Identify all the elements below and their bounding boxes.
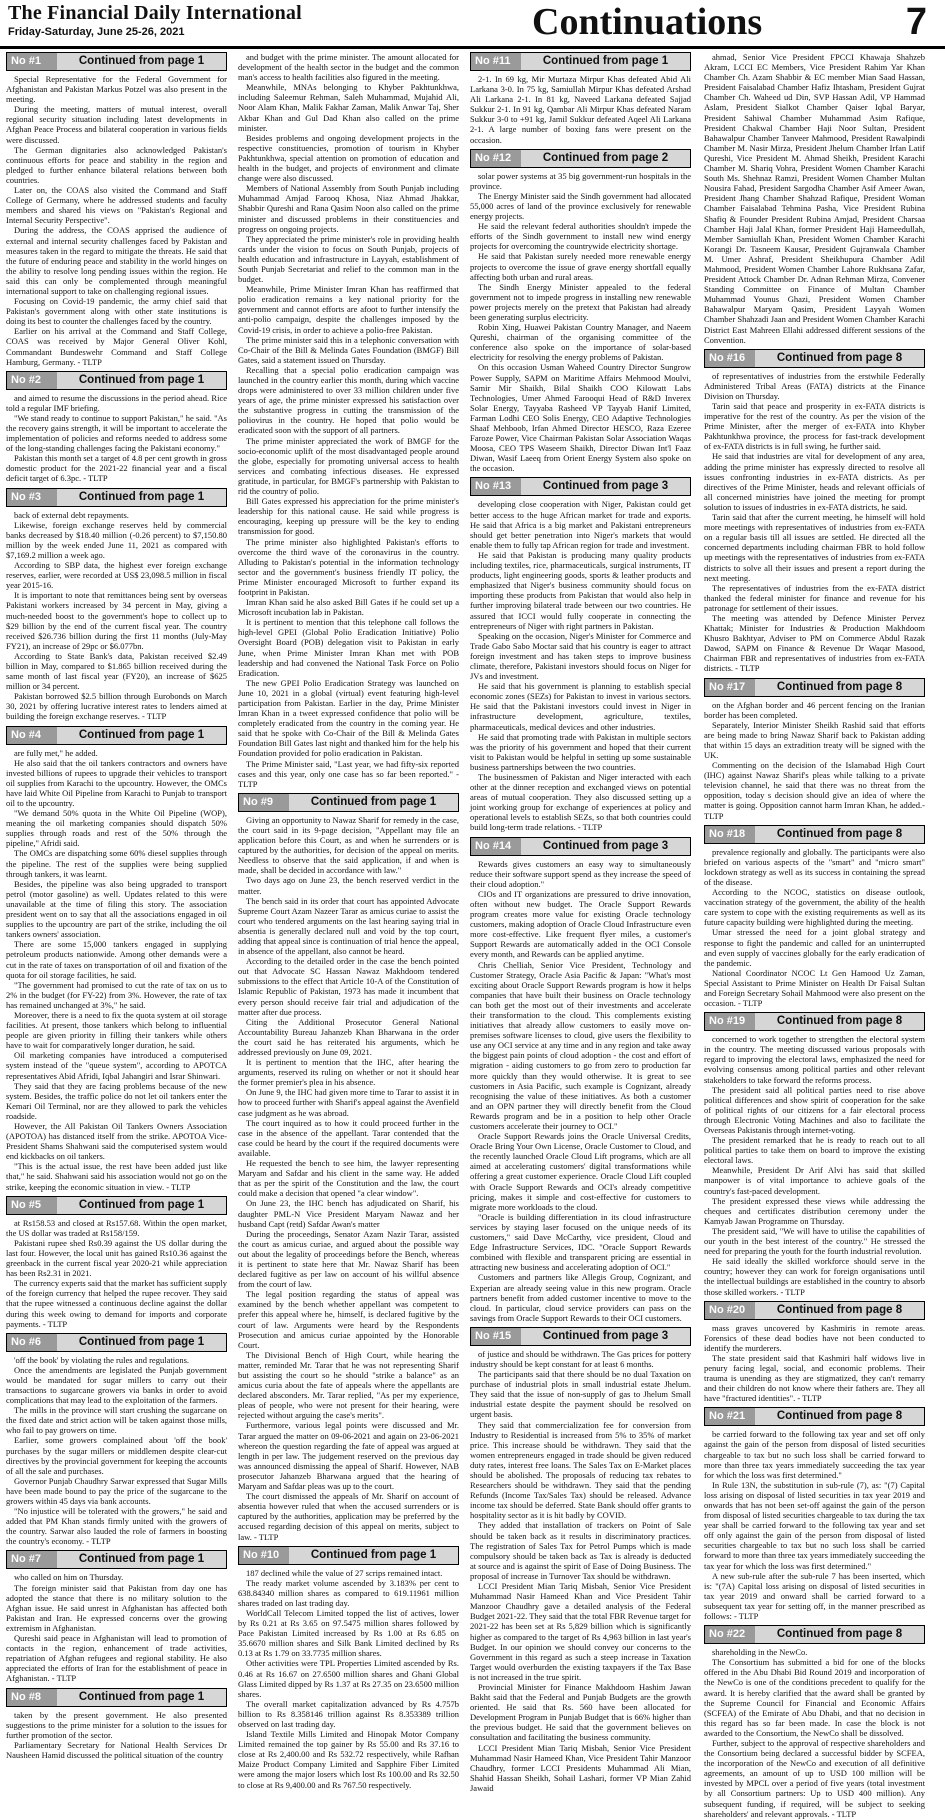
article-paragraph: The legal position regarding the status of appeal was examined by the bench whether appellant was competent to prefer this appeal where he, himself, is declared fugitive by the court of law. Arguments were heard by the Respondents Prosecution and amicus curiae appointed by the Honorable Court. — [238, 1289, 459, 1350]
article-paragraph: Umar stressed the need for a joint global strategy and response to fight the pandemic and called for an uninterrupted and even supply of vaccines globally for the early eradication of the pandemic. — [704, 927, 925, 968]
continued-from-label: Continued from page 1 — [78, 1690, 205, 1703]
article-paragraph: Meanwhile, MNAs belonging to Khyber Pakhtunkhwa, including Saleemur Rehman, Saleh Muhammad, Mujahid Ali, Noor Alam Khan, Malik Fakhar Zaman, Malik Anwar Taj, Sher Akbar Khan and Gul Dad Khan also called on the prime minister. — [238, 82, 459, 133]
continued-from-label: Continued from page 8 — [776, 1303, 903, 1316]
article-paragraph: "The government had promised to cut the rate of tax on us to 2% in the budget (for FY-22) from 3%. However, the rate of tax has remained unchanged at 3%," he said. — [6, 979, 227, 1010]
article-continuation — [6, 488, 227, 722]
article-paragraph: Furthermore, various legal points were discussed and Mr. Tarar argued the matter on 09-06-2021 and again on 23-06-2021 whereon the question regarding the fate of appeal was argued at length in per law. The judgement reserved on the previous day was announced dismissing the appeal of Sharif. However, NAB prosecutor Jahanzeb Bharwana argued that the hearing of Maryam and Safdar pleas was up to the court. — [238, 1420, 459, 1492]
article-paragraph: ahmad, Senior Vice President FPCCI Khawaja Shahzeb Akram, LCCI EC Members, Vice President Rahim Yar Khan Chamber Ch. Azam Shabbir & EC member Mian Saad Hassan, President Faisalabad Chamber Hafiz Ihtasham, President Gujrat Chamber Ch. Waheed ud Din, SVP Hassan Adil, VP Hammad Aslam, President Sialkot Chamber Qaiser Iqbal Baryar, President Sahiwal Chamber Muhammad Asim Rafique, President Chakwal Chamber Haji Noor Sultan, President Bahawalpur Chamber Tanveer Mahmood, President Rawalpindi Chamber M. Nasir Mirza, President Jhelum Chamber Irfan Latif Qureshi, Vice President M. Ahmad Sheikh, President Karachi Chamber M. Shariq Vohra, President Women Chamber Karachi South Ms. Shehnaz Ramzi, President Women Chamber Multan Nousira Fahad, President Sargodha Chamber Asif Ameer Awan, President Jhang Chamber Shahzad Rafique, President Woman Chamber Faisalabad Tehmina Pasha, Vice President Rubina Shafiq & Founder President Rubina Amjad, President Charsaa Chamber Haji Jalal Khan, former President Haji Hameedullah, Member Samiullah Khan, President Women Chamber Karachi Korangi Dr. Tasneem Kausar, President Gujranwala Chamber M. Umer Ashraf, President Sheikhupura Chamber Adil Mahmood, President Women Chamber Lahore Rukhsana Zafar, President Attock Chamber Dr. Adnan Rehman Mirza, Convener Standing Committee on Finance of Multan Chamber Muhammad Younus Ghazi, President Women Chamber Bahawalpur Maryam Qasim, President Layyah Women Chamber Shahzadi Jaan and President Women Chamber Karachi District East Mahreen Ellahi addressed different sessions of the Convention. — [704, 52, 925, 345]
continuation-number: No #3 — [7, 489, 57, 506]
article-paragraph: Pakistan borrowed $2.5 billion through Eurobonds on March 30, 2021 by offering lucrative interest rates to lenders aimed at building the foreign exchange reserves. - TLTP — [6, 691, 227, 722]
article-paragraph: They added that installation of trackers on Point of Sale should be taken back as it results in discriminatory practices. The registration of Sales Tax for Petrol Pumps which is made compulsory should be taken back as Tax is already is deducted at source and is against the spirit of Ease of Doing Business. The proposal of increase in Turnover Tax should be withdrawn. — [470, 1520, 691, 1581]
article-continuation — [704, 1625, 925, 1819]
continuation-number: No #9 — [239, 794, 289, 811]
article-paragraph: The new GPEI Polio Eradication Strategy was launched on June 10, 2021 in a global (virtual) event featuring high-level participation from Pakistan. Earlier in the day, Prime Minister Imran Khan in a tweet expressed confidence that polio will be completely eradicated from the country in the coming year. He said that he spoke with Co-Chair of the Bill & Melinda Gates Foundation Bill Gates last night and thanked him for the help his Foundation provided for polio eradication in Pakistan. — [238, 677, 459, 759]
article-paragraph: Besides problems and ongoing development projects in the respective constituencies, promotion of tourism in Khyber Pakhtunkhwa, special attention on promotion of education and health in the budget, and projects of environment and climate change were also discussed. — [238, 132, 459, 184]
article-continuation — [704, 825, 925, 1009]
article-paragraph: who called on him on Thursday. — [14, 1572, 124, 1583]
article-paragraph: During the address, the COAS apprised the audience of external and internal security challenges faced by Pakistan and measures taken in the regard to mitigate the threats. He said that the future of enduring peace and stability in the world hinges on the ability to resolve long pending issues within the region. He said this can only be complemented through meaningful international support to take on challenging regional issues. — [6, 225, 227, 296]
dateline: Friday-Saturday, June 25-26, 2021 — [8, 26, 185, 38]
article-paragraph: Focusing on Covid-19 pandemic, the army chief said that Pakistan's government along with other state institutions is doing its best to counter the challenges faced by the country. — [6, 296, 227, 327]
article-paragraph: He said that Pakistan surely needed more renewable energy projects to overcome the issue of grave energy shortfall equally affecting both urban and rural areas. — [470, 251, 691, 282]
article-paragraph: He said the relevant federal authorities shouldn't impede the efforts of the Sindh government to install new wind energy projects for overcoming the countrywide electricity shortage. — [470, 221, 691, 252]
continued-from-label: Continued from page 8 — [776, 1015, 903, 1028]
continuation-header — [704, 825, 925, 844]
continued-from-label: Continued from page 8 — [776, 827, 903, 840]
continued-from-label: Continued from page 3 — [542, 839, 669, 852]
article-paragraph: The German dignitaries also acknowledged Pakistan's continuous efforts for peace and stability in the region and pledged to further enhance bilateral relations between both countries. — [6, 144, 227, 185]
article-paragraph: of representatives of industries from the erstwhile Federally Administered Tribal Areas (FATA) districts at the Finance Division on Thursday. — [704, 370, 925, 401]
article-paragraph: be carried forward to the following tax year and set off only against the gain of the person from disposal of listed securities chargeable to tax but no such loss shall be carried forward to more than three tax years immediately succeeding the tax year for which the loss was first determined." — [704, 1429, 925, 1480]
article-paragraph: Commenting on the decision of the Islamabad High Court (IHC) against Nawaz Sharif's pleas while talking to a private television channel, he said that there was no threat from the opposition, today s decision should give an idea of where the matter is going. Opposition cannot harm Imran Khan, he added.- TLTP — [704, 760, 925, 821]
article-paragraph: Further, subject to the approval of respective shareholders and the Consortium being declared a successful bidder by SCFEA, the incorporation of the NewCo and execution of all definitive agreements, an amount of up to USD 100 million will be invested by MPCL over a period of five years (total investment by all Consortium partners: Up to USD 400 million). Any subsequent funding, if required, will be subject to seeking shareholders' and relevant approvals. - TLTP — [704, 1737, 925, 1819]
article-paragraph: Provincial Minister for Finance Makhdoom Hashim Jawan Bakht said that the Federal and Punjab Budgets are the growth oriented. He said that Rs. 560 have been allocated for Development Program in Punjab Budget that is 66% higher than the previous budget. He said that the government believes on consultation and facilitating the business community. — [470, 1681, 691, 1743]
continuation-header — [470, 1327, 691, 1346]
article-paragraph: He said that industries are vital for development of any area, adding the prime minister has expressly directed to resolve all issues confronting industries in ex-FATA districts. As per directives of the Prime Minister, heads and relevant officials of all concerned ministries have joined the meeting for prompt solution to issues of industries in ex-FATA districts, he said. — [704, 451, 925, 512]
article-paragraph: On this occasion Usman Waheed Country Director Sungrow Power Supply, SAPM on Maritime Affairs Mehmood Moulvi, Samir Mir Shaikh, Bilal Shaikh COO Kilowatt Labs Technologies, Umer Ahmed Farooqui Head of R&D Inverex Solar Energy, Tayyaba Rasheed VP Tayyab Hanif Limited, Farman Lodhi CEO Solis Energy, CEO Adaptive Technologies Shaaf Mehboob, Irfan Ahmed Director HESCO, Raza Ezeree Faroze Power, Vice Chairman Pakistan Solar Association Waqas Moosa, CEO TPS Waseem Shaikh, Director Diwan Int'l Faaz Diwan, Wasif Laeeq from Orient Energy System also spoke on the occasion. — [470, 362, 691, 474]
article-continuation — [470, 477, 691, 832]
article-continuation — [704, 678, 925, 821]
continuation-header — [6, 1550, 227, 1569]
article-paragraph: There are some 15,000 tankers engaged in supplying petroleum products nationwide. Among other demands were a cut in the rate of taxes on transportation of oil and fixation of the quota for oil storage facilities, he said. — [6, 939, 227, 980]
article-paragraph: are fully met," he added. — [14, 747, 98, 758]
continuation-header — [6, 1196, 227, 1215]
article-paragraph: The OMCs are dispatching some 60% diesel supplies through the pipeline. The rest of the supplies were being supplied through tankers, it was learnt. — [6, 848, 227, 879]
continued-from-label: Continued from page 1 — [78, 373, 205, 386]
article-paragraph: The president expressed these views while addressing the cheques and certificates distribution ceremony under the Kamyab Jawan Programme on Thursday. — [704, 1195, 925, 1226]
article-paragraph: It is pertinent to mention that the IHC, after hearing the arguments, reserved its ruling on whether or not it should hear the former premier's plea in his absence. — [238, 1057, 459, 1088]
article-continuation — [704, 1407, 925, 1621]
article-paragraph: Parliamentary Secretary for National Health Services Dr Nausheen Hamid discussed the political situation of the country — [6, 1739, 227, 1760]
article-paragraph: The participants said that there should be no dual Taxation on purchase of industrial plots in small industrial estate Jhelum. They said that the issue of non-supply of gas to Jhelum Small industrial estate despite the payment should be resolved on urgent basis. — [470, 1369, 691, 1420]
article-paragraph: Once the amendments are legislated the Punjab government would be mandated for sugar millers to carry out their transactions to sugarcane growers via banks in order to avoid complications that may lead to the exploitation of the farmers. — [6, 1364, 227, 1406]
article-continuation — [704, 52, 925, 345]
article-paragraph: Members of National Assembly from South Punjab including Muhammad Amjad Farooq Khosa, Niaz Ahmad Jhakkar, Shabbir Qureshi and Rana Qasim Noon also called on the prime minister and discussed problems in their constituencies and progress on ongoing projects. — [238, 183, 459, 234]
article-paragraph: He said ideally the skilled workforce should serve in the country; however they can work for foreign organisations until the intellectual buildings are established in the country to absorb those skilled workers. - TLTP — [704, 1256, 925, 1297]
article-paragraph: The prime minister said this in a telephonic conversation with Co-Chair of the Bill & Melinda Gates Foundation (BMGF) Bill Gates, said a statement issued on Thursday. — [238, 334, 459, 365]
article-paragraph: Earlier, some growers complained about 'off the book' purchases by the sugar millers or middlemen despite clear-cut directives by the provincial government for keeping the accounts of all the sale and purchases. — [6, 1435, 227, 1476]
article-paragraph: The Sindh Energy Minister appealed to the federal government not to impede progress in installing new renewable power projects merely on the pretext that Pakistan had already been generating surplus electricity. — [470, 281, 691, 322]
continuation-number: No #2 — [7, 372, 57, 389]
article-continuation — [704, 1301, 925, 1404]
article-paragraph: concerned to work together to strengthen the electoral system in the country. The meeting discussed various proposals with regard to improving the electoral laws, emphasized the need for evolving consensus among political parties and other relevant stakeholders to take forward the reforms process. — [704, 1034, 925, 1085]
article-paragraph: WorldCall Telecom Limited topped the list of actives, lower by Rs 0.21 at Rs 3.65 on 97.5475 million shares followed by Pace Pakistan Limited increased by Rs 1.00 at Rs 6.85 on 35.6670 million shares and Silk Bank Limited declined by Rs 0.13 at Rs 1.79 on 33.7735 million shares. — [238, 1607, 459, 1659]
newspaper-name: The Financial Daily International — [8, 2, 302, 24]
continuation-number: No #18 — [705, 826, 755, 843]
article-paragraph: back of external debt repayments. — [14, 509, 129, 520]
continued-from-label: Continued from page 1 — [310, 795, 437, 808]
article-paragraph: Meanwhile, Prime Minister Imran Khan has reaffirmed that polio eradication remains a key national priority for the government and cannot efforts are afoot to further intensify the anti-polio campaign, despite the challenges imposed by the Covid-19 crisis, in order to achieve a polio-free Pakistan. — [238, 284, 459, 335]
continuation-header — [470, 837, 691, 856]
article-paragraph: The court dismissed the appeals of Mr. Sharif on account of absentia however ruled that when the accused surrenders or is captured by the authorities, application may be preferred by the accused regarding decision of this appeal on merits, subject to law. - TLTP — [238, 1491, 459, 1542]
article-paragraph: Tarin said that peace and prosperity in ex-FATA districts is imperative for the rest of the country. As per the vision of the Prime Minister, after the merger of ex-FATA into Khyber Pakhtunkhwa province, the process for fast-track development of ex-FATA districts is in full swing, he further said. — [704, 401, 925, 452]
article-paragraph: On June 9, the IHC had given more time to Tarar to assist it in how to proceed further with Sharif's appeal against the Avenfield case judgment as he was abroad. — [238, 1087, 459, 1118]
continuation-number: No #7 — [7, 1551, 57, 1568]
article-paragraph: and budget with the prime minister. The amount allocated for development of the health sector in the budget and the common man's access to health facilities also figured in the meeting. — [238, 52, 459, 83]
continuation-number: No #21 — [705, 1408, 755, 1425]
article-paragraph: Speaking on the occasion, Niger's Minister for Commerce and Trade Gabo Sabo Moctar said that his country is eager to attract foreign investment and has taken steps to improve business climate, therefore, Pakistani investors should focus on Niger for JVs and investment. — [470, 630, 691, 682]
article-paragraph: "This is the actual issue, the rest have been added just like that," he said. Shahwani said his association would not go on the strike, keeping the economic situation in view. - TLTP — [6, 1161, 227, 1192]
article-paragraph: Bill Gates expressed his appreciation for the prime minister's leadership for this national cause. He said while progress is encouraging, keeping up pressure will be the key to ending transmission for good. — [238, 496, 459, 537]
continuation-number: No #5 — [7, 1197, 57, 1214]
continuation-number: No #17 — [705, 679, 755, 696]
article-paragraph: It is pertinent to mention that this telephone call follows the high-level GPEI (Global Polio Eradication Initiative) Polio Oversight Board (POB) delegation visit to Pakistan in early June, when Prime Minister Imran Khan met with POB leadership and had convened the National Task Force on Polio Eradication. — [238, 617, 459, 678]
article-paragraph: mass graves uncovered by Kashmiris in remote areas. Forensics of these dead bodies have not been conducted to identify the murderers. — [704, 1322, 925, 1353]
article-paragraph: of justice and should be withdrawn. The Gas prices for pottery industry should be kept constant for at least 6 months. — [470, 1348, 691, 1369]
article-paragraph: Moreover, there is a need to fix the quota system at oil storage facilities. At present, those tankers which belong to influential people are given priority in filling their tankers while others have to wait for comparatively longer duration, he said. — [6, 1009, 227, 1051]
continued-from-label: Continued from page 8 — [776, 351, 903, 364]
continuation-number: No #20 — [705, 1302, 755, 1319]
column-4 — [704, 52, 925, 1819]
continuation-number: No #14 — [471, 838, 521, 855]
article-paragraph: He said that promoting trade with Pakistan in multiple sectors was the priority of his government and hoped that their current visit to Pakistan would be helpful in setting up some sustainable business partnerships between the two countries. — [470, 731, 691, 772]
article-paragraph: The businessmen of Pakistan and Niger interacted with each other at the dinner reception and exchanged views on potential areas of mutual cooperation. They also discussed setting up a joint working group for exchange of experiences at policy and operational levels to establish SEZs, so that both countries could build long-term trade relations. - TLTP — [470, 772, 691, 833]
article-paragraph: The president remarked that he is ready to reach out to all political parties to take them on board to improve the existing electoral laws. — [704, 1135, 925, 1166]
article-paragraph: Customers and partners like Allegis Group, Cognizant, and Experian are already seeing value in this new program. Oracle partners benefit from added customer incentive to move to the cloud. In particular, cloud service providers can pass on the savings from Oracle Support Rewards to their OCI customers. — [470, 1272, 691, 1323]
continued-from-label: Continued from page 8 — [776, 680, 903, 693]
article-paragraph: Likewise, foreign exchange reserves held by commercial banks decreased by $18.40 million (-0.26 percent) to $7,150.80 million by the week ended June 11, 2021 as compared with $7,169.2 million a week ago. — [6, 519, 227, 560]
article-paragraph: Other activities were TPL Properties Limited ascended by Rs. 0.46 at Rs 16.67 on 27.6500 million shares and Ghani Global Glass Limited dipped by Rs 1.37 at Rs 27.35 on 23.6500 million shares. — [238, 1658, 459, 1699]
article-paragraph: On June 23, the IHC bench has adjudicated on Sharif, his daughter PML-N Vice President Maryam Nawaz and her husband Capt (retd) Safdar Awan's matter — [238, 1198, 459, 1229]
article-paragraph: However, the All Pakistan Oil Tankers Owners Association (APOTOA) has distanced itself from the strike. APOTOA Vice-President Shams Shahwani said the computerised system would end kickbacks on oil tankers. — [6, 1121, 227, 1162]
article-continuation — [470, 1327, 691, 1793]
article-paragraph: Meanwhile, President Dr Arif Alvi has said that skilled manpower is of vital importance to achieve goals of the country's fast-paced development. — [704, 1165, 925, 1196]
article-paragraph: solar power systems at 35 big government-run hospitals in the province. — [470, 170, 691, 191]
article-paragraph: The Energy Minister said the Sindh government had allocated 55,000 acres of land of the province exclusively for renewable energy projects. — [470, 190, 691, 222]
article-paragraph: According to the detailed order in the case the bench pointed out that Advocate SC Hassan Nawaz Makhdoom tendered submissions to the effect that Article 10-A of the Constitution of Islamic Republic of Pakistan, 1973 has made it incumbent that every person should receive fair trial and adjudication of the matter after due process. — [238, 956, 459, 1017]
column-1 — [6, 52, 227, 1760]
article-continuation — [470, 52, 691, 145]
continuation-number: No #19 — [705, 1013, 755, 1030]
continuation-header — [704, 1012, 925, 1031]
article-paragraph: LCCI President Mian Tariq Misbah, Senior Vice President Muhammad Nasir Hameed Khan, Vice President Tahir Manzoor Chaudhry, former LCCI Presidents Muhammad Ali Mian, Shahid Hassan Sheikh, Sohail Lashari, former VP Mian Zahid Jawaid — [470, 1742, 691, 1793]
article-paragraph: "We stand ready to continue to support Pakistan," he said. "As the recovery gains strength, it will be important to accelerate the implementation of policies and reforms needed to address some of the long-standing challenges facing the Pakistani economy." — [6, 412, 227, 454]
continuation-header — [704, 678, 925, 697]
article-continuation — [238, 1546, 459, 1790]
article-paragraph: shareholding in the NewCo. — [712, 1647, 808, 1658]
article-continuation — [6, 1688, 227, 1760]
continuation-header — [6, 726, 227, 745]
article-paragraph: Later on, the COAS also visited the Command and Staff College of Germany, where he addressed students and faculty members and shared his views on "Pakistan's Regional and Internal Security Perspective". — [6, 185, 227, 226]
article-paragraph: 'off the book' by violating the rules and regulations. — [14, 1354, 189, 1365]
article-paragraph: CIOs and IT organizations are pressured to drive innovation, often without new budget. The Oracle Support Rewards program creates more value for existing Oracle technology customers, making adoption of Oracle Cloud Infrastructure even more cost-effective. Like frequent flyer miles, a customer's Support Rewards are automatically added in the OCI Console every month, and Rewards can be applied anytime. — [470, 888, 691, 960]
section-title: Continuations — [532, 1, 763, 43]
article-continuation — [704, 1012, 925, 1296]
article-paragraph: Earlier on his arrival at the Command and Staff College, COAS was received by Major General Oliver Kohl, Commandant Bundeswehr Command and Staff College Hamburg, Germany. - TLTP — [6, 326, 227, 367]
article-paragraph: In Rule 13N, the substitution in sub-rule (7), as: "(7) Capital loss arising on disposal of listed securities in tax year 2019 and onwards that has not been set-off against the gain of the person from disposal of listed securities chargeable to tax during the tax year shall be carried forward to the following tax year and set off only against the gain of the person from disposal of listed securities chargeable to tax but no such loss shall be carried forward to more than three tax years immediately succeeding the tax year for which the loss was first determined." — [704, 1479, 925, 1571]
article-paragraph: "Oracle is building differentiation in its cloud infrastructure services by staying laser focused on the unique needs of its customers," said Dave McCarthy, vice president, Cloud and Edge Infrastructure Services, IDC. "Oracle Support Rewards combined with flexible and transparent pricing are essential in attracting new business and accelerating adoption of OCI." — [470, 1211, 691, 1273]
article-paragraph: The overall market capitalization advanced by Rs 4.757b billion to Rs 8.358146 trillion against Rs 8.353389 trillion observed on last trading day. — [238, 1698, 459, 1729]
article-paragraph: Oil marketing companies have introduced a computerised system instead of the "queue system", according to APOTCA representatives Abid Afridi, Iqbal Jahangiri and Israr Shinwari. — [6, 1050, 227, 1081]
continued-from-label: Continued from page 2 — [542, 151, 669, 164]
article-paragraph: Robin Xing, Huawei Pakistan Country Manager, and Naeem Qureshi, chairman of the organising committee of the conference also spoke on the importance of solar-based electricity for resolving the energy problems of Pakistan. — [470, 322, 691, 363]
article-paragraph: and aimed to resume the discussions in the period ahead. Rice told a regular IMF briefing. — [6, 392, 227, 413]
article-continuation — [704, 349, 925, 674]
article-paragraph: Giving an opportunity to Nawaz Sharif for remedy in the case, the court said in its 9-page decision, "Appellant may file an application before this Court, as and when he surrenders or is captured by the authorities, for decision of the appeal on merits. Needless to observe that the said application, if and when is made, shall be decided in accordance with law." — [238, 814, 459, 876]
article-continuation — [6, 1196, 227, 1329]
page-number: 7 — [905, 1, 927, 43]
article-paragraph: The court inquired as to how it could proceed further in the case in the absence of the appellant. Tarar contended that the case could be heard by the court if the required documents were available. — [238, 1117, 459, 1158]
continuation-number: No #22 — [705, 1626, 755, 1643]
article-paragraph: The bench said in its order that court has appointed Advocate Supreme Court Azam Nazeer Tarar as amicus curiae to assist the court who tendered arguments on the last hearing saying trial in absentia is generally declared null and void by the top court, adding that appeal since is continuation of trial hence the appeal, in absence of the appellant, also cannot be heard. — [238, 895, 459, 957]
continuation-header — [6, 1688, 227, 1707]
article-paragraph: Special Representative for the Federal Government for Afghanistan and Pakistan Markus Potzel was also present in the meeting. — [6, 74, 227, 105]
article-paragraph: at Rs158.53 and closed at Rs157.68. Within the open market, the US dollar was traded at Rs158/159. — [6, 1217, 227, 1238]
continued-from-label: Continued from page 1 — [78, 1335, 205, 1348]
continuation-number: No #6 — [7, 1334, 57, 1351]
article-paragraph: The prime minister appreciated the work of BMGF for the socio-economic uplift of the most disadvantaged people around the globe, especially for promoting universal access to health services and combating infectious diseases. He expressed gratitude, in particular, for BMGF's partnership with Pakistan to rid the country of polio. — [238, 435, 459, 497]
continued-from-label: Continued from page 1 — [542, 55, 669, 67]
continuation-header — [470, 149, 691, 168]
article-paragraph: developing close cooperation with Niger, Pakistan could get better access to the huge African market for trade and exports. He said that Africa is a big market and Pakistani entrepreneurs should get better penetration into Niger's markets that would enable them to fully tap African region for trade and investment. — [470, 499, 691, 550]
continued-from-label: Continued from page 1 — [78, 728, 205, 741]
article-paragraph: The president said, "We will have to utilise the capabilities of our youth in the best interest of the country." He stressed the need for preparing the youth for the fourth industrial revolution. — [704, 1225, 925, 1257]
article-paragraph: During the meeting, matters of mutual interest, overall regional security situation including latest developments in Afghan Peace Process and bilateral cooperation in various fields were discussed. — [6, 104, 227, 145]
continuation-number: No #13 — [471, 478, 521, 495]
article-paragraph: He said that Pakistan is producing many quality products including textiles, rice, pharmaceuticals, surgical instruments, IT products, light engineering goods, sports & leather products and emphasized that Niger's business community should focus on importing these products from Pakistan that would also help in further improving bilateral trade between our two countries. He assured that ICCI would fully cooperate in connecting the entrepreneurs of Niger with right partners in Pakistan. — [470, 549, 691, 631]
continuation-number: No #4 — [7, 727, 57, 744]
article-paragraph: According to SBP data, the highest ever foreign exchange reserves, earlier, were recorded at US$ 23,098.5 million in fiscal year 2015-16. — [6, 560, 227, 591]
article-paragraph: "No injustice will be tolerated with the growers," he said and added that PM Khan stands firmly united with the growers of the country. Sarwar also lauded the role of farmers in boosting the country's economy. - TLTP — [6, 1506, 227, 1547]
article-paragraph: During the proceedings, Senator Azam Nazir Tarar, assisted the court as amicus curiae, and argued about the possible way out about the legality of proceedings before the Bench, whereas it is pertinent to state here that Mr. Nawaz Sharif has been declared fugitive as per law on account of his willful absence from the court of law. — [238, 1228, 459, 1290]
continuation-number: No #15 — [471, 1328, 521, 1345]
article-continuation — [6, 1550, 227, 1683]
continuation-header — [704, 1625, 925, 1644]
article-paragraph: Imran Khan said he also asked Bill Gates if he could set up a Microsoft incubation lab in Pakistan. — [238, 597, 459, 618]
article-paragraph: on the Afghan border and 46 percent fencing on the Iranian border has been completed. — [704, 699, 925, 720]
article-paragraph: 187 declined while the value of 27 scrips remained intact. — [246, 1567, 443, 1578]
continuation-header — [470, 52, 691, 71]
article-paragraph: A new sub-rule after the sub-rule 7 has been inserted, which is: "(7A) Capital loss arising on disposal of listed securities in tax year 2019 and onward shall be carried forward to a subsequent tax year for setting off, in the manner prescribed as follows: - TLTP — [704, 1570, 925, 1622]
article-paragraph: The mills in the province will start crushing the sugarcane on the fixed date and strict action will be taken against those mills, who fail to pay growers on time. — [6, 1405, 227, 1436]
article-paragraph: Tarin said that after the current meeting, he himself will hold more meetings with representatives of industries from ex-FATA on a regular basis till all issues are settled. He directed all the concerned departments including chairman FBR to hold follow up meetings with the representatives of industries from ex-FATA districts to solve all their issues and present a report during the next meeting. — [704, 512, 925, 583]
continued-from-label: Continued from page 8 — [776, 1410, 903, 1423]
masthead — [0, 0, 945, 49]
article-paragraph: The ready market volume ascended by 3.183% per cent to 638.84340 million shares as compared to 619.11961 million shares traded on last trading day. — [238, 1577, 459, 1608]
article-paragraph: According to State Bank's data, Pakistan received $2.49 billion in May, compared to $1.865 billion received during the same month of last fiscal year (FY20), an increase of $625 million or 34 percent. — [6, 650, 227, 692]
column-3 — [470, 52, 691, 1793]
article-paragraph: The currency experts said that the market has sufficient supply of the foreign currency that helped the rupee recover. They said that the rupee witnessed a continuous decline against the dollar during this week owing to demand for imports and corporate payments. - TLTP — [6, 1278, 227, 1329]
article-paragraph: He said that his government is planning to establish special economic zones (SEZs) for Pakistan to invest in various sectors. He said that the Pakistani investors could invest in Niger in infrastructure development, agriculture, textiles, pharmaceuticals, medical devices and other industries. — [470, 681, 691, 732]
article-paragraph: He requested the bench to see him, the lawyer representing Maryam and Safdar and his client in the same way. He added that as per the spirit of the Constitution and the law, the court could make a decision that opened "a clear window". — [238, 1158, 459, 1199]
article-paragraph: National Coordinator NCOC Lt Gen Hamood Uz Zaman, Special Assistant to Prime Minister on Health Dr Faisal Sultan and Foreign Secretary Sohail Mahmood were also present on the occasion. - TLTP — [704, 967, 925, 1009]
continuation-header — [704, 349, 925, 368]
article-continuation — [6, 726, 227, 1192]
continuation-number: No #12 — [471, 150, 521, 167]
article-paragraph: prevalence regionally and globally. The participants were also briefed on various aspects of the "smart" and "micro smart" lockdown strategy as well as its success in containing the spread of the disease. — [704, 846, 925, 887]
article-paragraph: "We demand 50% quota in the White Oil Pipeline (WOP), meaning the oil marketing companies should dispatch 50% supplies through roads and rest of the 50% through the pipeline," Afridi said. — [6, 808, 227, 849]
continuation-header — [704, 1407, 925, 1426]
continued-from-label: Continued from page 3 — [542, 480, 669, 493]
continued-from-label: Continued from page 3 — [542, 1329, 669, 1342]
article-paragraph: The meeting was attended by Defence Minister Pervez Khattak; Minister for Industries & Production Makhdoom Khusro Bakhtyar, Adviser to PM on Commerce Abdul Razak Dawod, SAPM on Finance & Revenue Dr Waqar Masood, Chairman FBR and representatives of industries from ex-FATA districts. - TLTP — [704, 612, 925, 674]
article-paragraph: Separately, Interior Minister Sheikh Rashid said that efforts are being made to bring Nawaz Sharif back to Pakistan adding that within 15 days an extradition treaty will be signed with the UK. — [704, 719, 925, 760]
article-paragraph: They said that they are facing problems because of the new system. Besides, the traffic police do not let oil tankers enter the Kemari Oil Terminal, nor are they allowed to park the vehicles roadside. — [6, 1080, 227, 1121]
article-paragraph: According to the NCOC, statistics on disease outlook, vaccination strategy of the government, the ability of the health care system to cope with the existing requirements as well as its future capacity building were highlighted during the meeting. — [704, 887, 925, 928]
continuation-header — [6, 371, 227, 390]
article-continuation — [238, 52, 459, 789]
continuation-header — [6, 1333, 227, 1352]
continuation-number: No #11 — [471, 53, 521, 70]
article-paragraph: 2-1. In 69 kg, Mir Murtaza Mirpur Khas defeated Abid Ali Larkana 3-0. In 75 kg, Samiullah Mirpur Khas defeated Arshad Ali Larkana 2-1. In 81 kg, Naveed Larkana defeated Sajjad Sukkur 2-1. In 91 kg, Qambar Ali Mirpur Khas defeated Naram Sukkur 3-0 to +91 kg, Jamil Sukkur defeated Aqeel Ali Larkana 2-1. A large number of boxing fans were present on the occasion. — [470, 74, 691, 145]
continuation-header — [238, 793, 459, 812]
article-paragraph: Besides, the pipeline was also being upgraded to transport petrol (motor gasoline) as well. Updates related to this were unavailable at the time of filing this story. The association president went on to say that all the associations engaged in oil supplies to the upcountry are part of the strike, including the oil tankers owners' association. — [6, 878, 227, 940]
article-continuation — [470, 149, 691, 474]
article-paragraph: Chris Chelliah, Senior Vice President, Technology and Customer Strategy, Oracle Asia Pacific & Japan: "What's most exciting about Oracle Support Rewards program is how it helps companies that have built their business on Oracle technology can both get the most out of their investments and accelerate their transformation to the cloud. This complements existing initiatives that already allow customers to easily move on-premises software licenses to cloud, give users the flexibility to use any OCI service at any time and in any region and take away the biggest pain points of cloud adoption - the cost and effort of migration - aiding customers to go from zero to production far more quickly than they would otherwise. It is great to see customers in Asia Pacific, such example is Cognizant, already recognising the value of these initiatives. As both a customer and an OPN partner they will directly benefit from the Cloud Rewards program and be in a position to help other Oracle customers accelerate their journey to OCI." — [470, 959, 691, 1131]
continuation-header — [704, 1301, 925, 1320]
article-paragraph: Governor Punjab Chaudhry Sarwar expressed that Sugar Mills have been made bound to pay the price of the sugarcane to the growers within 45 days via bank accounts. — [6, 1475, 227, 1506]
article-paragraph: The Divisional Bench of High Court, while hearing the matter, reminded Mr. Tarar that he was not representing Sharif but assisting the court so he should "strike a balance" as an amicus curia about the fate of appeals where the appellants are declared absconders. Mr. Tarar replied, "As per my experience, pleas of people, who were not present for their hearing, were rejected without arguing the case's merits". — [238, 1349, 459, 1421]
article-paragraph: The state president said that Kashmiri half widows live in penury facing legal, social, and economic problems. Their trauma is unending as they are stigmatized, they can't remarry and their children do not know where their fathers are. They all have "fractured identities". - TLTP — [704, 1352, 925, 1404]
continuation-header — [470, 477, 691, 496]
article-paragraph: Oracle Support Rewards joins the Oracle Universal Credits, Oracle Bring Your Own License, Oracle Customer to Cloud, and the recently launched Oracle Cloud Lift programs, which are all aimed at accelerating customers' digital transformations while offering a great customer experience. Oracle Cloud Lift coupled with Oracle Support Rewards and OCI's already competitive pricing, makes it simple and cost-effective for customers to migrate more workloads to the cloud. — [470, 1131, 691, 1212]
continuation-number: No #10 — [239, 1547, 289, 1564]
article-paragraph: Qureshi said peace in Afghanistan will lead to promotion of contacts in the region, enhancement of trade activities, repatriation of Afghan refugees and regional stability. He also appreciated the efforts of Iran for the establishment of peace in Afghanistan. - TLTP — [6, 1633, 227, 1684]
article-paragraph: Island Textile Mills Limited and Hinopak Motor Company Limited remained the top gainer by Rs 55.00 and Rs 37.16 to close at Rs 2,400.00 and Rs 532.72 respectively, while Rafhan Maize Product Company Limited and Sapphire Fiber Limited were among the major losers which lost Rs 100.00 and Rs 32.50 to close at Rs 9,400.00 and Rs 767.50 respectively. — [238, 1729, 459, 1790]
continuation-number: No #1 — [7, 53, 57, 70]
article-paragraph: They said that commercialization fee for conversion from Industry to Residential is increased from 5% to 35% of market price. This increase should be withdrawn. They said that the women entrepreneurs engaged in trade should be given reduced duty rates, interest free loans. The Sales Tax on E-Market places should be abolished. The proposals of reducing tax rebates to Researchers should be withdrawn. They said that the pending Refunds (Income Tax/Sales Tax) should be released. Advance income tax should be deferred. State Bank should offer grants to hospitality sector as it is hit badly by COVID. — [470, 1419, 691, 1521]
article-continuation — [238, 793, 459, 1542]
continuation-header — [6, 488, 227, 507]
continuation-header — [6, 52, 227, 71]
article-paragraph: Citing the Additional Prosecutor General National Accountability Bureau Jahanzeb Khan Bharwana in the order the court said he has reiterated his arguments, which he addressed previously on June 09, 2021. — [238, 1016, 459, 1057]
article-paragraph: It is important to note that remittances being sent by overseas Pakistani workers increased by 34 percent in May, giving a much-needed boost to the government's hope to collect up to $29 billion by the end of the current fiscal year. The country received $26.736 billion during the first 11 months (July-May FY21), an increase of 29pc or $6.077bn. — [6, 590, 227, 651]
article-continuation — [6, 371, 227, 484]
article-paragraph: He also said that the oil tankers contractors and owners have invested billions of rupees to upgrade their vehicles to transport oil supplies from Karachi to the upcountry. However, the OMCs have laid White Oil Pipeline from Karachi to Punjab to transport oil to the upcountry. — [6, 757, 227, 808]
article-paragraph: Rewards gives customers an easy way to simultaneously reduce their software support spend as they increase the speed of their cloud adoption." — [470, 858, 691, 889]
continued-from-label: Continued from page 1 — [78, 1553, 205, 1566]
continuation-number: No #8 — [7, 1689, 57, 1706]
article-paragraph: The Consortium has submitted a bid for one of the blocks offered in the Abu Dhabi Bid Round 2019 and incorporation of the NewCo is one of the conditions precedent to qualify for the award. It is hereby clarified that the award shall be granted by the Supreme Council for Financial and Economic Affairs (SCFEA) of the Emirate of Abu Dhabi, and that no decision in this regard has so far been made. In case the block is not awarded to the Consortium, the NewCo shall be dissolved. — [704, 1657, 925, 1738]
article-paragraph: The foreign minister said that Pakistan from day one has adopted the stance that there is no military solution to the Afghan issue. He said unrest in Afghanistan has affected both Pakistan and Iran. He expressed concerns over the growing extremism in Afghanistan. — [6, 1582, 227, 1633]
article-paragraph: Pakistan this month set a target of 4.8 per cent growth in gross domestic product for the 2021-22 financial year and a fiscal deficit target of 6.3pc. - TLTP — [6, 453, 227, 484]
article-paragraph: The prime minister also highlighted Pakistan's efforts to overcome the third wave of the coronavirus in the country. Alluding to Pakistan's potential in the information technology sector and the government's business friendly IT policy, the Prime Minister encouraged Microsoft to further expand its footprint in Pakistan. — [238, 536, 459, 597]
continued-from-label: Continued from page 1 — [310, 1548, 437, 1561]
article-paragraph: They appreciated the prime minister's role in providing health cards under the vision to focus on South Punjab, projects of health education and infrastructure in Layyah, establishment of South Punjab Secretariat and relief to the common man in the budget. — [238, 233, 459, 285]
column-2 — [238, 52, 459, 1790]
article-paragraph: The Prime Minister said, "Last year, we had fifty-six reported cases and this year, only one case has so far been reported." - TLTP — [238, 758, 459, 789]
continuation-number: No #16 — [705, 350, 755, 367]
article-paragraph: taken by the present government. He also presented suggestions to the prime minister for a solution to the issues for further promotion of the sector. — [6, 1709, 227, 1740]
article-paragraph: Recalling that a special polio eradication campaign was launched in the country earlier this month, during which vaccine drops were administered to over 33 million children under five years of age, the prime minister expressed his satisfaction over the substantive progress in cutting the transmission of the poliovirus in the country. He hoped that polio would be eradicated soon with the support of all partners. — [238, 364, 459, 436]
continued-from-label: Continued from page 8 — [776, 1628, 903, 1641]
article-paragraph: LCCI President Mian Tariq Misbah, Senior Vice President Muhammad Nasir Hameed Khan and Vice President Tahir Manzoor Chaudhry gave a detailed analysis of the Federal Budget 2021-22. They said that the total FBR Revenue target for 2021-22 has been set at Rs 5,829 billion which is significantly higher as compared to the target of Rs 4,963 billion in last year's Budget. In our opinion we should convey our concerns to the Government in this regard as such a steep increase in Taxation Target would overburden the existing taxpayers if the Tax Base is not increased in the true spirit. — [470, 1581, 691, 1682]
article-continuation — [6, 1333, 227, 1547]
article-continuation — [470, 837, 691, 1323]
continued-from-label: Continued from page 1 — [78, 55, 205, 67]
continued-from-label: Continued from page 1 — [78, 490, 205, 503]
article-paragraph: The representatives of industries from the ex-FATA district thanked the federal minister for finance and revenue for his patronage for settlement of their issues. — [704, 582, 925, 613]
continuation-header — [238, 1546, 459, 1565]
article-paragraph: Two days ago on June 23, the bench reserved verdict in the matter. — [238, 875, 459, 896]
article-paragraph: Pakistani rupee shed Rs0.39 against the US dollar during the last four. However, the local unit has gained Rs10.36 against the greenback in the current fiscal year 2020-21 while appreciation has been Rs2.31 in 2021. — [6, 1237, 227, 1279]
article-continuation — [6, 52, 227, 367]
continued-from-label: Continued from page 1 — [78, 1198, 205, 1211]
article-paragraph: The president said all political parties need to rise above political differences and show spirit of cooperation for the sake of political rights of our citizens for a fair electoral process through Electronic Voting Machines and also to facilitate the Overseas Pakistanis through internet-voting. — [704, 1084, 925, 1135]
